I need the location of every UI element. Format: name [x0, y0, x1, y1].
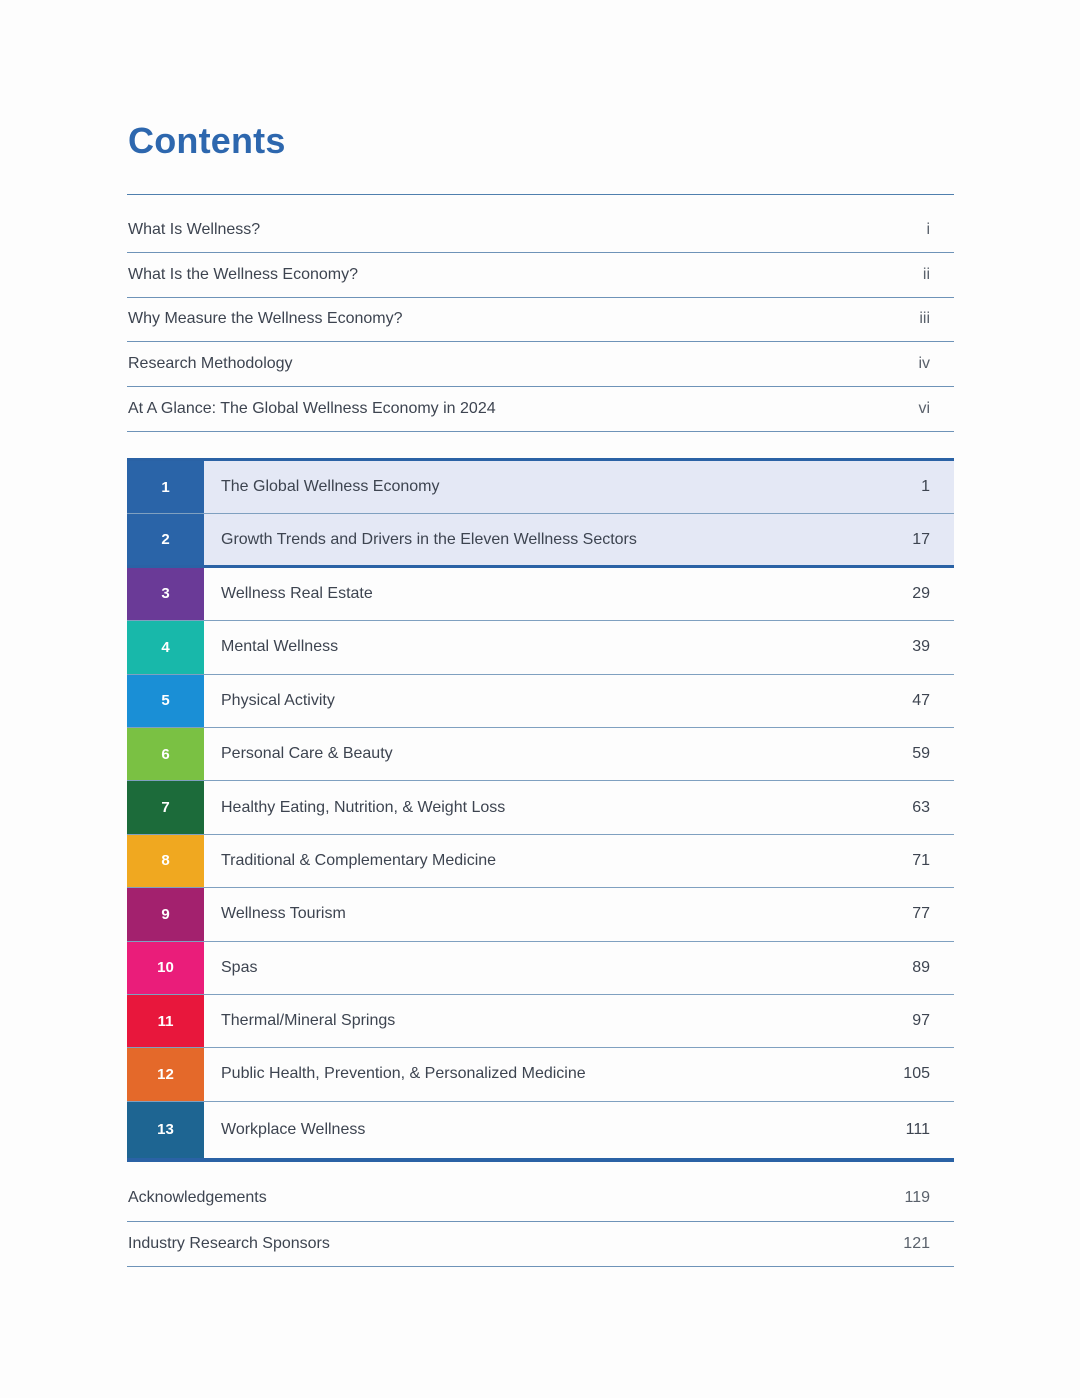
toc-entry-label: Why Measure the Wellness Economy?	[128, 310, 403, 328]
chapter-title: Mental Wellness	[221, 638, 339, 656]
chapter-title: The Global Wellness Economy	[221, 478, 440, 496]
chapter-page: 59	[912, 745, 930, 763]
chapter-page: 89	[912, 958, 930, 976]
chapter-number-badge: 6	[127, 728, 204, 780]
top-divider	[127, 194, 954, 195]
chapter-row[interactable]	[127, 675, 954, 728]
chapter-number-badge: 13	[127, 1102, 204, 1158]
chapter-body	[204, 835, 954, 887]
chapter-page: 97	[912, 1012, 930, 1030]
toc-entry-page: 121	[903, 1234, 930, 1252]
chapter-number-badge: 3	[127, 568, 204, 620]
chapter-body	[204, 781, 954, 833]
chapter-body	[204, 1048, 954, 1100]
chapter-body	[204, 1102, 954, 1158]
chapter-body	[204, 942, 954, 994]
toc-entry-label: Research Methodology	[128, 355, 293, 373]
chapter-title: Traditional & Complementary Medicine	[221, 851, 497, 869]
chapter-row[interactable]	[127, 995, 954, 1048]
toc-entry-label: What Is the Wellness Economy?	[128, 265, 359, 283]
chapter-row[interactable]	[127, 835, 954, 888]
chapter-body	[204, 728, 954, 780]
front-matter-list	[127, 208, 954, 432]
chapter-number-badge: 7	[127, 781, 204, 833]
chapter-title: Wellness Tourism	[221, 905, 346, 923]
chapter-number-badge: 11	[127, 995, 204, 1047]
toc-entry[interactable]	[127, 253, 954, 298]
chapter-title: Spas	[221, 958, 258, 976]
chapter-body	[204, 568, 954, 620]
toc-entry-label: What Is Wellness?	[128, 220, 261, 238]
chapter-title: Healthy Eating, Nutrition, & Weight Loss	[221, 798, 506, 816]
chapter-title: Thermal/Mineral Springs	[221, 1012, 396, 1030]
toc-entry-page: vi	[918, 400, 930, 418]
toc-entry[interactable]	[127, 342, 954, 387]
chapter-page: 71	[912, 851, 930, 869]
chapter-number-badge: 10	[127, 942, 204, 994]
back-matter-list	[127, 1176, 954, 1267]
chapter-body	[204, 675, 954, 727]
chapter-row[interactable]	[127, 568, 954, 621]
chapter-title: Physical Activity	[221, 691, 335, 709]
toc-entry[interactable]	[127, 387, 954, 432]
chapter-number-badge: 5	[127, 675, 204, 727]
chapter-page: 47	[912, 691, 930, 709]
chapter-page: 111	[905, 1120, 930, 1138]
toc-entry-page: iv	[918, 355, 930, 373]
toc-entry-label: Industry Research Sponsors	[128, 1234, 330, 1252]
chapter-title: Personal Care & Beauty	[221, 745, 393, 763]
chapter-row[interactable]	[127, 888, 954, 941]
chapter-number-badge: 2	[127, 514, 204, 564]
chapter-body	[204, 514, 954, 564]
page-title: Contents	[128, 120, 286, 161]
chapter-body	[204, 995, 954, 1047]
chapter-number-badge: 4	[127, 621, 204, 673]
chapter-title: Wellness Real Estate	[221, 584, 373, 602]
toc-entry-label: At A Glance: The Global Wellness Economy in 2024	[128, 400, 496, 418]
chapter-body	[204, 621, 954, 673]
chapter-page: 29	[912, 584, 930, 602]
toc-entry-page: ii	[922, 265, 930, 283]
toc-entry-page: iii	[919, 310, 930, 328]
chapter-row[interactable]	[127, 461, 954, 514]
toc-entry[interactable]	[127, 298, 954, 343]
chapter-row[interactable]	[127, 728, 954, 781]
chapter-list	[127, 458, 954, 1162]
toc-entry-page: i	[926, 220, 930, 238]
chapter-number-badge: 12	[127, 1048, 204, 1100]
chapter-row[interactable]	[127, 621, 954, 674]
chapter-title: Growth Trends and Drivers in the Eleven Wellness Sectors	[221, 530, 637, 548]
chapter-page: 39	[912, 638, 930, 656]
chapter-title: Public Health, Prevention, & Personalized Medicine	[221, 1065, 586, 1083]
chapter-row[interactable]	[127, 1102, 954, 1162]
chapter-row[interactable]	[127, 781, 954, 834]
chapter-row[interactable]	[127, 514, 954, 567]
toc-entry[interactable]	[127, 1176, 954, 1222]
chapter-page: 1	[921, 478, 930, 496]
chapter-body	[204, 888, 954, 940]
toc-entry[interactable]	[127, 208, 954, 253]
chapter-page: 63	[912, 798, 930, 816]
chapter-number-badge: 1	[127, 461, 204, 513]
chapter-number-badge: 9	[127, 888, 204, 940]
toc-entry[interactable]	[127, 1222, 954, 1268]
toc-entry-page: 119	[904, 1189, 930, 1207]
chapter-number-badge: 8	[127, 835, 204, 887]
toc-entry-label: Acknowledgements	[128, 1189, 267, 1207]
chapter-page: 17	[912, 530, 930, 548]
chapter-page: 77	[912, 905, 930, 923]
chapter-title: Workplace Wellness	[221, 1120, 366, 1138]
chapter-row[interactable]	[127, 1048, 954, 1101]
chapter-body	[204, 461, 954, 513]
chapter-row[interactable]	[127, 942, 954, 995]
chapter-page: 105	[903, 1065, 930, 1083]
